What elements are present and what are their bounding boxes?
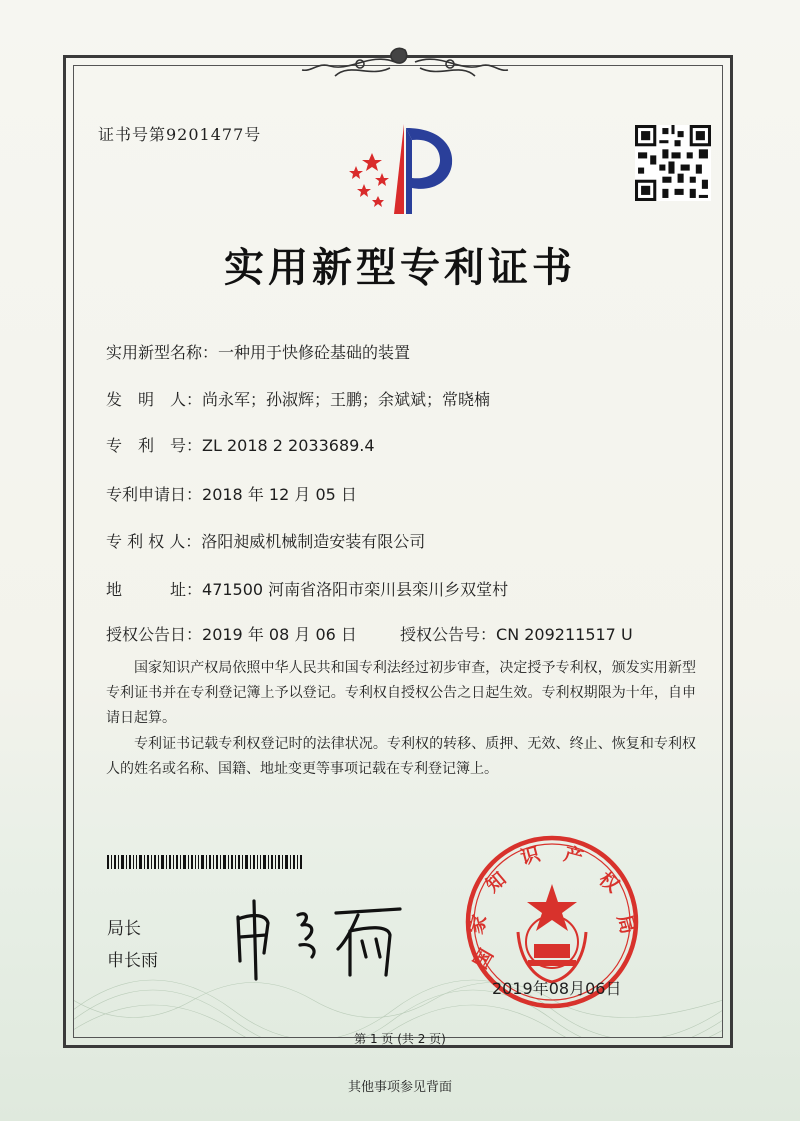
field-filing-date [106,482,357,505]
field-value: 471500 河南省洛阳市栾川县栾川乡双堂村 [202,580,509,599]
certificate-number: 证书号第9201477号 [98,125,262,144]
field-label: 地 址： [106,580,203,599]
legal-status-statement: 专利证书记载专利权登记时的法律状况。专利权的转移、质押、无效、终止、恢复和专利权人的姓名或名称、国籍、地址变更等事项记载在专利登记簿上。 [106,736,696,777]
field-value: 洛阳昶威机械制造安装有限公司 [201,532,426,551]
field-label: 授权公告号： [400,625,497,644]
svg-text:识: 识 [518,843,543,870]
top-ornament-icon [300,42,510,86]
field-utility-model-name [106,340,410,363]
page-number: 第 1 页 (共 2 页) [354,1032,446,1046]
svg-text:国: 国 [469,945,499,973]
director-name: 申长雨 [107,951,158,971]
field-value: 尚永军；孙淑辉；王鹏；余斌斌；常晓楠 [202,390,491,409]
field-label: 专 利 号： [106,436,203,455]
field-label: 专利申请日： [106,485,203,504]
seal-date: 2019年08月06日 [492,979,622,998]
grant-statement: 国家知识产权局依照中华人民共和国专利法经过初步审查，决定授予专利权，颁发实用新型专利证书并在专利登记簿上予以登记。专利权自授权公告之日起生效。专利权期限为十年，自申请日起算。 [106,660,696,726]
field-value: 一种用于快修砼基础的装置 [218,343,411,362]
field-patent-number [106,433,375,456]
patent-office-logo-icon [342,118,462,218]
svg-text:权: 权 [594,867,624,897]
svg-text:产: 产 [561,843,586,870]
field-value: 2019 年 08 月 06 日 [202,625,357,644]
qr-code-icon[interactable] [635,125,711,201]
handwritten-signature [228,895,408,985]
field-patentee [106,529,425,552]
svg-text:局: 局 [612,912,639,937]
field-address [106,577,508,600]
director-title: 局长 [107,919,141,939]
field-grant-number [400,622,633,645]
svg-text:家: 家 [465,912,492,937]
footer-note: 其他事项参见背面 [347,1080,452,1095]
field-label: 授权公告日： [106,625,203,644]
field-label: 专 利 权 人： [106,532,202,551]
field-value: CN 209211517 U [496,625,633,644]
field-grant-date [106,622,357,645]
svg-text:知: 知 [481,867,511,897]
barcode-icon [107,855,302,869]
field-label: 发 明 人： [106,390,203,409]
field-label: 实用新型名称： [106,343,219,362]
field-value: ZL 2018 2 2033689.4 [202,436,375,455]
field-inventor [106,387,490,410]
field-value: 2018 年 12 月 05 日 [202,485,357,504]
certificate-title: 实用新型专利证书 [224,244,576,291]
